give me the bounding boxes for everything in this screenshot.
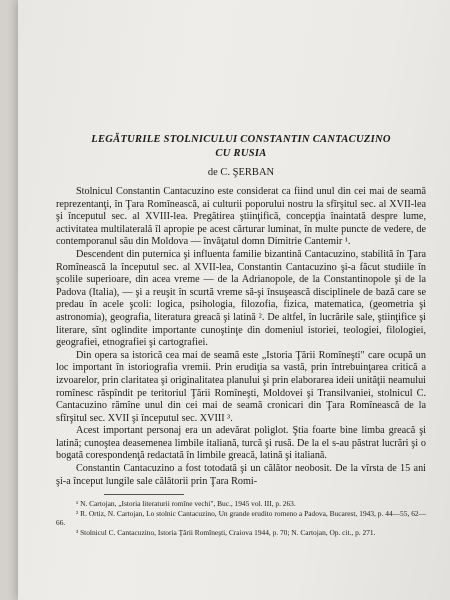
article-author: de C. ŞERBAN xyxy=(207,167,275,178)
footnotes xyxy=(56,499,426,537)
paragraph: Din opera sa istorică cea mai de seamă este „Istoria Ţării Romîneşti" care ocupă un loc important în istoriografia vremii. Prin erudiţia sa vastă, prin întrebuinţarea critică a izvoarelor, prin claritatea şi originalitatea planului şi prin elaborarea ideii unităţii neamului romînesc răspîndit pe teritoriul Ţării Romîneşti, Moldovei şi Transilvaniei, stolnicul C. Cantacuzino rămîne unul din cei mai de seamă cronicari din Ţara Romînească de la sfîrşitul sec. XVII şi începutul sec. XVIII ³. xyxy=(56,349,426,424)
footnote: ² R. Ortiz, N. Cartojan, Lo stolnic Cantacuzino, Un grande erudito romeno a Padova, Bucarest, 1943, p. 44—55, 62—66. xyxy=(56,508,426,528)
article xyxy=(56,133,426,538)
paragraph: Descendent din puternica şi influenta familie bizantină Cantacuzino, stabilită în Ţara Romînească la începutul sec. al XVII-lea, Constantin Cantacuzino şi-a făcut studiile în şcolile superioare, din acea vreme — de la Adrianopole, de la Constantinopole şi de la Padova (Italia), — şi a reuşit în scurtă vreme să-şi însuşească disciplinele de bază care se predau în acele şcoli: logica, psihologia, filozofia, fizica, matematica, (geometria şi astronomia), geografia, literatura greacă şi latină ². De altfel, în lucrările sale, ştiinţifice şi literare, sînt oglindite importante cunoştinţe din domeniul istoriei, teologiei, filologiei, geografiei, etnografiei şi cartografiei. xyxy=(56,248,426,349)
footnote: ¹ N. Cartojan, „Istoria literaturii romîne vechi", Buc., 1945 vol. III, p. 263. xyxy=(76,499,296,509)
footnote-divider xyxy=(104,494,184,495)
paragraph: Stolnicul Constantin Cantacuzino este considerat ca fiind unul din cei mai de seamă reprezentanţi, în Ţara Romînească, ai culturii poporului nostru la sfîrşitul sec. al XVII-lea şi începutul sec. al XVIII-lea. Pregătirea ştiinţifică, concepţia înaintată despre lume, activitatea multilaterală îl apropie pe acest cărturar luminat, în multe puncte de vedere, de contemporanul său din Moldova — învăţatul domn Dimitrie Cantemir ¹. xyxy=(56,186,426,248)
article-title xyxy=(56,133,426,161)
paragraph: Acest important personaj era un adevărat poliglot. Ştia foarte bine limba greacă şi latină; cunoştea deasemenea limbile italiană, turcă şi rusă. De la el s-au păstrat lucrări şi o bogată corespondenţă redactată în limbile greacă, latină şi italiană. xyxy=(56,425,426,462)
article-title-line2: CU RUSIA xyxy=(215,148,267,159)
paragraph: Constantin Cantacuzino a fost totodată şi un călător neobosit. De la vîrsta de 15 ani şi-a început lungile sale călătorii prin Ţara Romi- xyxy=(56,463,426,487)
article-title-line1: LEGĂTURILE STOLNICULUI CONSTANTIN CANTACUZINO xyxy=(91,134,391,145)
footnote: ³ Stolnicul C. Cantacuzino, Istoria Ţării Romîneşti, Craiova 1944, p. 70; N. Cartojan, Op. cit., p. 271. xyxy=(76,528,376,538)
book-page xyxy=(18,0,450,600)
article-body xyxy=(56,186,426,488)
